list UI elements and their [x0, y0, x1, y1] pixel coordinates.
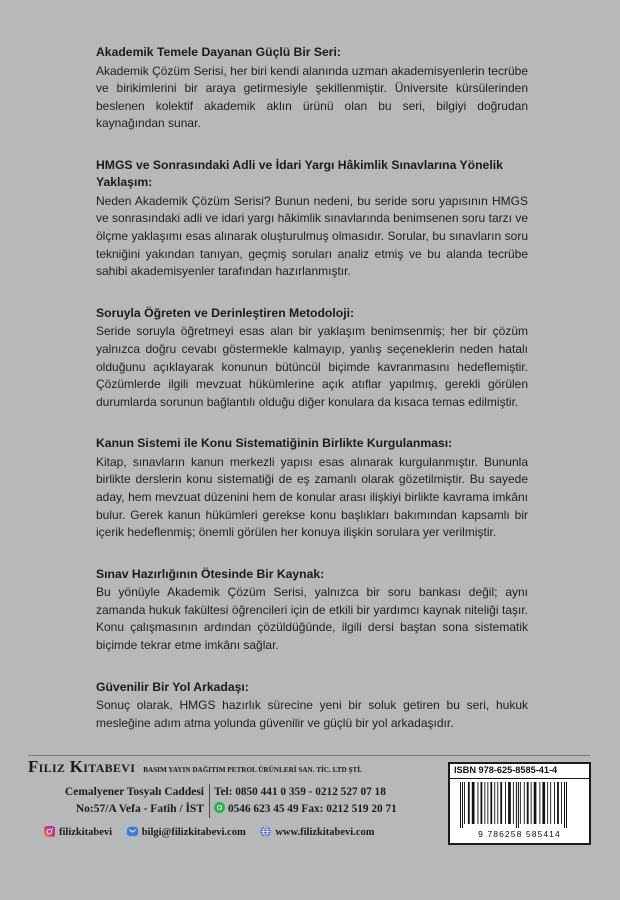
section-methodology: [96, 305, 528, 411]
section-heading: Güvenilir Bir Yol Arkadaşı:: [96, 679, 249, 694]
barcode-bar: [561, 782, 562, 824]
section-body: Sonuç olarak, HMGS hazırlık sürecine yeni bir soluk getiren bu seri, hukuk mesleğine adım atma yolunda güvenilir ve güçlü bir yol arkadaşıdır.: [96, 698, 528, 730]
address-line-2: No:57/A Vefa - Fatih / İST: [75, 803, 204, 815]
section-heading: Kanun Sistemi ile Konu Sistematiğinin Birlikte Kurgulanması:: [96, 436, 453, 451]
barcode-bar: [497, 782, 498, 824]
footer-divider: [28, 755, 590, 756]
phone-line: Tel: 0850 441 0 359 - 0212 527 07 18: [214, 786, 386, 798]
barcode-bar: [460, 782, 461, 828]
publisher-legal-name: BASIM YAYIN DAĞITIM PETROL ÜRÜNLERİ SAN. TİC. LTD ŞTİ.: [143, 766, 362, 774]
barcode-bar: [557, 782, 559, 824]
section-academic-basis: [96, 44, 528, 133]
email-icon: [127, 826, 138, 837]
barcode-bar: [481, 782, 483, 824]
address-divider: [209, 784, 210, 818]
barcode-bar: [500, 782, 502, 824]
mobile-fax-text: 0546 623 45 49 Fax: 0212 519 20 71: [228, 803, 397, 815]
barcode-bar: [564, 782, 565, 828]
mobile-fax-line: [214, 801, 397, 818]
isbn-divider: [450, 778, 589, 779]
barcode-bar: [524, 782, 525, 824]
section-beyond-exam: [96, 566, 528, 655]
isbn-barcode-box: [448, 762, 591, 845]
website-link[interactable]: [260, 826, 374, 838]
section-heading: Soruyla Öğreten ve Derinleştiren Metodoloji:: [96, 305, 355, 320]
barcode-bar: [508, 782, 511, 824]
publisher-address: [28, 784, 204, 818]
globe-icon: [260, 826, 271, 837]
barcode-bar: [490, 782, 492, 824]
barcode: [458, 782, 581, 828]
back-cover-text: [96, 44, 528, 756]
publisher-header: [28, 757, 362, 777]
address-line-1: Cemalyener Tosyalı Caddesi: [64, 786, 204, 798]
isbn-label: ISBN 978-625-8585-41-4: [454, 765, 558, 775]
barcode-bar: [472, 782, 475, 824]
section-exam-approach: [96, 157, 528, 281]
barcode-bar: [462, 782, 463, 828]
barcode-bar: [531, 782, 532, 824]
barcode-bar: [547, 782, 548, 824]
section-body: Seride soruyla öğretmeyi esas alan bir yaklaşım benimsenmiş; her bir çözüm yalnızca doğru cevabı göstermekle kalmayıp, yanlış seçeneklerin neden hatalı olduğunu açıklayarak konunun bütüncül biçimde kavranmasını hedeflemiştir. Çözümlerde ilgili mevzuat hükümlerine açık atıflar yapılmış, gerekli görülen durumlarda sorunun bağlantılı olduğu diğer konulara da kısaca temas edilmiştir.: [96, 324, 528, 409]
barcode-bar: [468, 782, 470, 824]
barcode-bar: [566, 782, 567, 828]
email-address: bilgi@filizkitabevi.com: [141, 827, 246, 838]
instagram-link[interactable]: [44, 826, 112, 838]
barcode-bar: [518, 782, 519, 828]
barcode-bar: [542, 782, 545, 824]
section-heading: HMGS ve Sonrasındaki Adli ve İdari Yargı Hâkimlik Sınavlarına Yönelik Yaklaşım:: [96, 157, 503, 190]
instagram-icon: [44, 826, 55, 837]
section-law-system: [96, 435, 528, 541]
publisher-phones: [214, 784, 397, 818]
barcode-bar: [520, 782, 521, 824]
section-body: Kitap, sınavların kanun merkezli yapısı esas alınarak kurgulanmıştır. Bununla birlikte derslerin konu sistematiği de eş zamanlı olarak gözetilmiştir. Bu sayede aday, hem mevzuat düzenini hem de konular arası ilişkiyi birlikte kavrama imkânı bulur. Gerek kanun hükümleri gerekse konu başlıkları bakımından kapsamlı bir içerik hedeflenmiş; önemli görülen her konuya ilişkin sorulara yer verilmiştir.: [96, 454, 528, 540]
barcode-bar: [513, 782, 514, 824]
contact-links: [44, 826, 386, 838]
section-heading: Sınav Hazırlığının Ötesinde Bir Kaynak:: [96, 566, 325, 581]
section-heading: Akademik Temele Dayanan Güçlü Bir Seri:: [96, 45, 341, 59]
section-body: Akademik Çözüm Serisi, her biri kendi alanında uzman akademisyenlerin tecrübe ve birikimlerini bir araya getirmesiyle şekillenmiştir. Üniversite kürsülerinden beslenen kolektif akademik aklın ürünü olan bu seri, bilgiyi doğrudan kaynağından sunar.: [96, 63, 528, 131]
instagram-handle: filizkitabevi: [59, 827, 113, 838]
website-url: www.filizkitabevi.com: [275, 827, 375, 838]
barcode-bar: [550, 782, 551, 824]
section-body: Neden Akademik Çözüm Serisi? Bunun nedeni, bu seride soru yapısının HMGS ve sonrasındaki adli ve idari yargı hâkimlik sınavlarında benimsenen soru tarzı ve ölçme yaklaşımı esas alınarak oluşturulmuş olmasıdır. Sorular, bu sınavların soru tekniğini yakından tanıyan, geçmiş soruları analiz etmiş ve bu alanda tecrübe sahibi akademisyenler tarafından hazırlanmıştır.: [96, 193, 528, 279]
barcode-bar: [494, 782, 495, 824]
barcode-bar: [534, 782, 537, 824]
barcode-bar: [505, 782, 506, 824]
publisher-name: Filiz Kitabevi: [28, 757, 136, 776]
email-link[interactable]: [127, 826, 246, 838]
whatsapp-icon: [214, 802, 225, 813]
section-body: Bu yönüyle Akademik Çözüm Serisi, yalnızca bir soru bankası değil; aynı zamanda hukuk fakültesi öğrencileri için de etkili bir yardımcı kaynak niteliği taşır. Konu çalışmasının ardından çözüldüğünde, ilgili dersi baştan sona sistematik biçimde tekrar etme imkânı sağlar.: [96, 585, 528, 653]
barcode-bar: [539, 782, 540, 824]
barcode-bar: [554, 782, 555, 824]
barcode-bar: [478, 782, 479, 824]
barcode-bar: [464, 782, 465, 824]
barcode-bar: [487, 782, 488, 824]
section-reliable-companion: [96, 679, 528, 733]
barcode-digits: 9 786258 585414: [478, 829, 561, 839]
barcode-bar: [484, 782, 485, 824]
barcode-bar: [516, 782, 517, 828]
barcode-bar: [527, 782, 529, 824]
